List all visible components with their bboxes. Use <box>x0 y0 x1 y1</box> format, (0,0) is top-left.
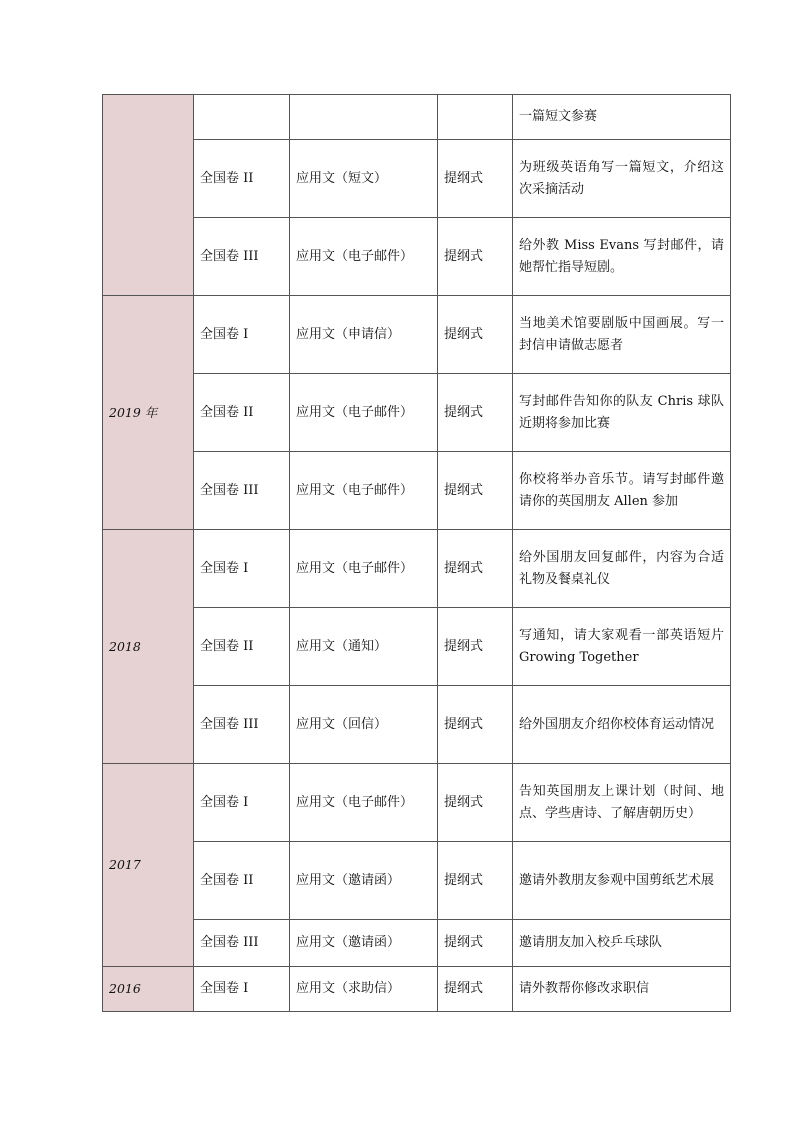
paper-cell: 全国卷 III <box>194 452 290 530</box>
detail-cell: 给外国朋友回复邮件，内容为合适礼物及餐桌礼仪 <box>513 530 731 608</box>
paper-cell: 全国卷 II <box>194 374 290 452</box>
type-cell: 应用文（电子邮件） <box>290 452 438 530</box>
detail-cell: 邀请朋友加入校乒乓球队 <box>513 920 731 967</box>
type-cell: 应用文（电子邮件） <box>290 218 438 296</box>
table-row <box>103 920 731 967</box>
paper-cell <box>194 95 290 140</box>
year-cell: 2018 <box>103 530 194 764</box>
table-row <box>103 686 731 764</box>
paper-cell: 全国卷 II <box>194 608 290 686</box>
form-cell: 提纲式 <box>438 967 513 1012</box>
type-cell: 应用文（邀请函） <box>290 842 438 920</box>
paper-cell: 全国卷 III <box>194 920 290 967</box>
table-row <box>103 452 731 530</box>
table-row <box>103 530 731 608</box>
detail-cell: 写通知，请大家观看一部英语短片 Growing Together <box>513 608 731 686</box>
detail-cell: 你校将举办音乐节。请写封邮件邀请你的英国朋友 Allen 参加 <box>513 452 731 530</box>
form-cell: 提纲式 <box>438 920 513 967</box>
table-row <box>103 374 731 452</box>
detail-cell: 写封邮件告知你的队友 Chris 球队近期将参加比赛 <box>513 374 731 452</box>
form-cell: 提纲式 <box>438 140 513 218</box>
form-cell: 提纲式 <box>438 530 513 608</box>
paper-cell: 全国卷 I <box>194 530 290 608</box>
table-row <box>103 608 731 686</box>
form-cell: 提纲式 <box>438 842 513 920</box>
exam-table-body <box>103 95 731 1012</box>
form-cell: 提纲式 <box>438 452 513 530</box>
exam-table <box>102 94 731 1012</box>
paper-cell: 全国卷 I <box>194 296 290 374</box>
detail-cell: 一篇短文参赛 <box>513 95 731 140</box>
type-cell: 应用文（邀请函） <box>290 920 438 967</box>
table-row <box>103 842 731 920</box>
table-row <box>103 218 731 296</box>
detail-cell: 当地美术馆要剧版中国画展。写一封信申请做志愿者 <box>513 296 731 374</box>
type-cell: 应用文（申请信） <box>290 296 438 374</box>
paper-cell: 全国卷 I <box>194 764 290 842</box>
table-row <box>103 296 731 374</box>
type-cell: 应用文（电子邮件） <box>290 530 438 608</box>
detail-cell: 给外教 Miss Evans 写封邮件，请她帮忙指导短剧。 <box>513 218 731 296</box>
form-cell: 提纲式 <box>438 296 513 374</box>
form-cell: 提纲式 <box>438 608 513 686</box>
detail-cell: 请外教帮你修改求职信 <box>513 967 731 1012</box>
table-row <box>103 967 731 1012</box>
type-cell: 应用文（电子邮件） <box>290 764 438 842</box>
type-cell: 应用文（通知） <box>290 608 438 686</box>
form-cell: 提纲式 <box>438 218 513 296</box>
year-cell: 2019 年 <box>103 296 194 530</box>
paper-cell: 全国卷 II <box>194 842 290 920</box>
form-cell: 提纲式 <box>438 374 513 452</box>
paper-cell: 全国卷 III <box>194 218 290 296</box>
detail-cell: 邀请外教朋友参观中国剪纸艺术展 <box>513 842 731 920</box>
table-row <box>103 140 731 218</box>
table-row <box>103 95 731 140</box>
paper-cell: 全国卷 II <box>194 140 290 218</box>
type-cell <box>290 95 438 140</box>
form-cell <box>438 95 513 140</box>
form-cell: 提纲式 <box>438 764 513 842</box>
detail-cell: 为班级英语角写一篇短文，介绍这次采摘活动 <box>513 140 731 218</box>
type-cell: 应用文（电子邮件） <box>290 374 438 452</box>
year-cell: 2016 <box>103 967 194 1012</box>
year-cell <box>103 95 194 296</box>
form-cell: 提纲式 <box>438 686 513 764</box>
detail-cell: 告知英国朋友上课计划（时间、地点、学些唐诗、了解唐朝历史） <box>513 764 731 842</box>
table-row <box>103 764 731 842</box>
paper-cell: 全国卷 III <box>194 686 290 764</box>
type-cell: 应用文（短文） <box>290 140 438 218</box>
detail-cell: 给外国朋友介绍你校体育运动情况 <box>513 686 731 764</box>
paper-cell: 全国卷 I <box>194 967 290 1012</box>
year-cell: 2017 <box>103 764 194 967</box>
type-cell: 应用文（回信） <box>290 686 438 764</box>
type-cell: 应用文（求助信） <box>290 967 438 1012</box>
